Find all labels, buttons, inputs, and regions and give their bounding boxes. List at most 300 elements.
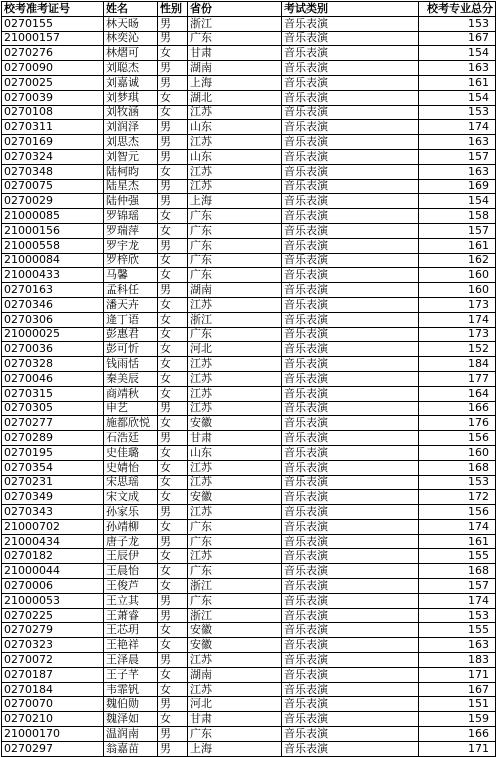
cell-total-score: 154 <box>419 46 496 61</box>
cell-exam-id: 0270279 <box>2 623 104 638</box>
header-exam-id: 校考准考证号 <box>2 2 104 17</box>
cell-name: 翁嘉苗 <box>104 741 158 756</box>
cell-gender: 女 <box>158 682 188 697</box>
cell-exam-category: 音乐表演 <box>282 179 419 194</box>
cell-exam-category: 音乐表演 <box>282 268 419 283</box>
cell-gender: 男 <box>158 194 188 209</box>
cell-exam-category: 音乐表演 <box>282 327 419 342</box>
cell-exam-category: 音乐表演 <box>282 460 419 475</box>
cell-exam-category: 音乐表演 <box>282 135 419 150</box>
table-row <box>2 342 496 357</box>
cell-name: 宋思瑶 <box>104 475 158 490</box>
cell-total-score: 160 <box>419 445 496 460</box>
table-row <box>2 238 496 253</box>
cell-name: 韦霏钒 <box>104 682 158 697</box>
cell-total-score: 171 <box>419 741 496 756</box>
cell-province: 安徽 <box>188 490 282 505</box>
cell-exam-category: 音乐表演 <box>282 253 419 268</box>
cell-province: 广东 <box>188 238 282 253</box>
cell-exam-id: 0270348 <box>2 164 104 179</box>
cell-exam-id: 0270072 <box>2 653 104 668</box>
cell-province: 安徽 <box>188 623 282 638</box>
cell-total-score: 153 <box>419 608 496 623</box>
cell-province: 上海 <box>188 75 282 90</box>
cell-gender: 女 <box>158 490 188 505</box>
table-row <box>2 327 496 342</box>
cell-gender: 男 <box>158 75 188 90</box>
cell-gender: 男 <box>158 149 188 164</box>
cell-name: 孟科任 <box>104 283 158 298</box>
cell-exam-category: 音乐表演 <box>282 593 419 608</box>
cell-exam-category: 音乐表演 <box>282 371 419 386</box>
cell-exam-category: 音乐表演 <box>282 534 419 549</box>
cell-province: 河北 <box>188 342 282 357</box>
table-row <box>2 179 496 194</box>
table-row <box>2 593 496 608</box>
cell-total-score: 153 <box>419 16 496 31</box>
cell-gender: 女 <box>158 579 188 594</box>
table-row <box>2 135 496 150</box>
cell-total-score: 174 <box>419 519 496 534</box>
cell-exam-id: 0270324 <box>2 149 104 164</box>
cell-exam-id: 0270289 <box>2 431 104 446</box>
cell-gender: 女 <box>158 268 188 283</box>
cell-exam-id: 21000044 <box>2 564 104 579</box>
cell-total-score: 176 <box>419 416 496 431</box>
cell-exam-id: 0270305 <box>2 401 104 416</box>
cell-gender: 男 <box>158 593 188 608</box>
cell-exam-category: 音乐表演 <box>282 386 419 401</box>
table-row <box>2 16 496 31</box>
cell-exam-category: 音乐表演 <box>282 475 419 490</box>
cell-total-score: 172 <box>419 490 496 505</box>
cell-province: 江苏 <box>188 371 282 386</box>
cell-exam-id: 21000053 <box>2 593 104 608</box>
cell-gender: 男 <box>158 727 188 742</box>
cell-exam-category: 音乐表演 <box>282 31 419 46</box>
cell-gender: 女 <box>158 312 188 327</box>
table-body <box>2 16 496 756</box>
header-total-score: 校考专业总分 <box>419 2 496 17</box>
cell-province: 广东 <box>188 31 282 46</box>
cell-province: 上海 <box>188 194 282 209</box>
cell-exam-category: 音乐表演 <box>282 549 419 564</box>
cell-province: 江苏 <box>188 297 282 312</box>
cell-province: 江苏 <box>188 401 282 416</box>
cell-province: 湖南 <box>188 667 282 682</box>
cell-total-score: 153 <box>419 105 496 120</box>
table-row <box>2 608 496 623</box>
cell-exam-id: 0270029 <box>2 194 104 209</box>
cell-total-score: 160 <box>419 268 496 283</box>
cell-exam-id: 0270039 <box>2 90 104 105</box>
cell-gender: 男 <box>158 31 188 46</box>
cell-province: 广东 <box>188 209 282 224</box>
cell-name: 马馨 <box>104 268 158 283</box>
table-row <box>2 75 496 90</box>
cell-gender: 女 <box>158 105 188 120</box>
cell-gender: 男 <box>158 505 188 520</box>
cell-gender: 男 <box>158 653 188 668</box>
table-row <box>2 564 496 579</box>
table-row <box>2 445 496 460</box>
cell-total-score: 161 <box>419 75 496 90</box>
table-row <box>2 505 496 520</box>
cell-province: 甘肃 <box>188 46 282 61</box>
table-row <box>2 297 496 312</box>
cell-total-score: 161 <box>419 238 496 253</box>
cell-gender: 男 <box>158 401 188 416</box>
cell-exam-category: 音乐表演 <box>282 653 419 668</box>
cell-gender: 女 <box>158 712 188 727</box>
cell-exam-id: 21000170 <box>2 727 104 742</box>
cell-exam-category: 音乐表演 <box>282 667 419 682</box>
table-row <box>2 431 496 446</box>
cell-name: 王芯玥 <box>104 623 158 638</box>
cell-exam-category: 音乐表演 <box>282 149 419 164</box>
cell-name: 彭惠君 <box>104 327 158 342</box>
cell-name: 林熠可 <box>104 46 158 61</box>
cell-gender: 女 <box>158 475 188 490</box>
cell-name: 孙靖柳 <box>104 519 158 534</box>
score-table <box>1 1 496 757</box>
cell-total-score: 171 <box>419 667 496 682</box>
table-row <box>2 164 496 179</box>
cell-name: 刘润泽 <box>104 120 158 135</box>
cell-total-score: 153 <box>419 475 496 490</box>
cell-exam-category: 音乐表演 <box>282 505 419 520</box>
cell-exam-category: 音乐表演 <box>282 46 419 61</box>
cell-exam-id: 21000433 <box>2 268 104 283</box>
cell-province: 上海 <box>188 741 282 756</box>
table-row <box>2 667 496 682</box>
cell-total-score: 166 <box>419 727 496 742</box>
cell-total-score: 169 <box>419 179 496 194</box>
cell-total-score: 155 <box>419 623 496 638</box>
table-row <box>2 357 496 372</box>
table-row <box>2 416 496 431</box>
cell-gender: 女 <box>158 460 188 475</box>
table-row <box>2 475 496 490</box>
cell-exam-id: 0270306 <box>2 312 104 327</box>
cell-exam-id: 0270311 <box>2 120 104 135</box>
cell-total-score: 157 <box>419 579 496 594</box>
cell-gender: 女 <box>158 564 188 579</box>
cell-gender: 男 <box>158 741 188 756</box>
cell-gender: 女 <box>158 638 188 653</box>
cell-name: 陆仲强 <box>104 194 158 209</box>
cell-name: 林奕沁 <box>104 31 158 46</box>
cell-total-score: 168 <box>419 564 496 579</box>
cell-exam-id: 0270195 <box>2 445 104 460</box>
cell-total-score: 156 <box>419 431 496 446</box>
cell-name: 刘梦琪 <box>104 90 158 105</box>
cell-name: 罗梓欣 <box>104 253 158 268</box>
cell-province: 江苏 <box>188 179 282 194</box>
cell-province: 湖南 <box>188 283 282 298</box>
cell-exam-id: 0270276 <box>2 46 104 61</box>
cell-name: 王辰伊 <box>104 549 158 564</box>
cell-total-score: 151 <box>419 697 496 712</box>
cell-province: 广东 <box>188 253 282 268</box>
cell-exam-id: 21000558 <box>2 238 104 253</box>
cell-exam-id: 0270297 <box>2 741 104 756</box>
cell-province: 江苏 <box>188 460 282 475</box>
cell-total-score: 163 <box>419 638 496 653</box>
cell-gender: 女 <box>158 209 188 224</box>
cell-total-score: 168 <box>419 460 496 475</box>
cell-name: 王晨怡 <box>104 564 158 579</box>
cell-name: 逄丁语 <box>104 312 158 327</box>
cell-province: 广东 <box>188 564 282 579</box>
cell-exam-category: 音乐表演 <box>282 283 419 298</box>
cell-total-score: 167 <box>419 31 496 46</box>
table-row <box>2 223 496 238</box>
cell-exam-category: 音乐表演 <box>282 209 419 224</box>
cell-gender: 女 <box>158 297 188 312</box>
cell-total-score: 154 <box>419 90 496 105</box>
table-row <box>2 519 496 534</box>
cell-gender: 女 <box>158 223 188 238</box>
cell-province: 浙江 <box>188 579 282 594</box>
table-row <box>2 682 496 697</box>
cell-exam-category: 音乐表演 <box>282 564 419 579</box>
cell-name: 宋文成 <box>104 490 158 505</box>
cell-province: 安徽 <box>188 416 282 431</box>
cell-total-score: 167 <box>419 682 496 697</box>
table-row <box>2 727 496 742</box>
cell-exam-id: 21000025 <box>2 327 104 342</box>
cell-name: 王萧睿 <box>104 608 158 623</box>
cell-name: 刘嘉诚 <box>104 75 158 90</box>
cell-exam-category: 音乐表演 <box>282 445 419 460</box>
table-row <box>2 31 496 46</box>
cell-province: 山东 <box>188 120 282 135</box>
cell-province: 江苏 <box>188 475 282 490</box>
cell-total-score: 174 <box>419 120 496 135</box>
cell-total-score: 158 <box>419 209 496 224</box>
cell-exam-category: 音乐表演 <box>282 297 419 312</box>
cell-exam-id: 21000156 <box>2 223 104 238</box>
table-row <box>2 194 496 209</box>
cell-gender: 女 <box>158 46 188 61</box>
cell-exam-category: 音乐表演 <box>282 238 419 253</box>
cell-gender: 男 <box>158 697 188 712</box>
table-row <box>2 268 496 283</box>
cell-exam-category: 音乐表演 <box>282 712 419 727</box>
cell-gender: 男 <box>158 16 188 31</box>
cell-total-score: 159 <box>419 712 496 727</box>
cell-exam-id: 0270036 <box>2 342 104 357</box>
cell-total-score: 155 <box>419 549 496 564</box>
cell-name: 唐子龙 <box>104 534 158 549</box>
table-row <box>2 46 496 61</box>
cell-gender: 男 <box>158 135 188 150</box>
cell-province: 湖北 <box>188 90 282 105</box>
cell-name: 王俊芦 <box>104 579 158 594</box>
header-row <box>2 2 496 17</box>
table-row <box>2 460 496 475</box>
cell-exam-id: 0270328 <box>2 357 104 372</box>
table-row <box>2 579 496 594</box>
cell-name: 施都欣悦 <box>104 416 158 431</box>
table-row <box>2 741 496 756</box>
cell-exam-id: 21000157 <box>2 31 104 46</box>
cell-exam-id: 0270070 <box>2 697 104 712</box>
table-row <box>2 386 496 401</box>
table-row <box>2 401 496 416</box>
cell-name: 彭可忻 <box>104 342 158 357</box>
cell-name: 刘牧涵 <box>104 105 158 120</box>
table-row <box>2 209 496 224</box>
cell-province: 浙江 <box>188 608 282 623</box>
table-row <box>2 490 496 505</box>
cell-name: 刘智元 <box>104 149 158 164</box>
cell-gender: 女 <box>158 371 188 386</box>
cell-gender: 女 <box>158 327 188 342</box>
cell-exam-category: 音乐表演 <box>282 579 419 594</box>
cell-exam-id: 0270187 <box>2 667 104 682</box>
cell-total-score: 152 <box>419 342 496 357</box>
cell-exam-category: 音乐表演 <box>282 431 419 446</box>
header-exam-category: 考试类别 <box>282 2 419 17</box>
cell-province: 广东 <box>188 727 282 742</box>
table-row <box>2 549 496 564</box>
cell-name: 王子芊 <box>104 667 158 682</box>
cell-total-score: 174 <box>419 593 496 608</box>
cell-name: 魏伯勋 <box>104 697 158 712</box>
cell-gender: 女 <box>158 253 188 268</box>
cell-total-score: 163 <box>419 135 496 150</box>
cell-name: 林天旸 <box>104 16 158 31</box>
cell-exam-id: 21000084 <box>2 253 104 268</box>
cell-name: 秦美辰 <box>104 371 158 386</box>
cell-exam-id: 0270169 <box>2 135 104 150</box>
cell-total-score: 183 <box>419 653 496 668</box>
cell-exam-category: 音乐表演 <box>282 401 419 416</box>
cell-name: 潘天卉 <box>104 297 158 312</box>
cell-gender: 女 <box>158 549 188 564</box>
cell-total-score: 163 <box>419 61 496 76</box>
cell-exam-id: 0270343 <box>2 505 104 520</box>
cell-province: 广东 <box>188 327 282 342</box>
cell-name: 申艺 <box>104 401 158 416</box>
cell-exam-id: 0270182 <box>2 549 104 564</box>
cell-province: 甘肃 <box>188 431 282 446</box>
cell-province: 甘肃 <box>188 712 282 727</box>
cell-gender: 女 <box>158 342 188 357</box>
cell-name: 罗锦瑶 <box>104 209 158 224</box>
cell-province: 江苏 <box>188 386 282 401</box>
table-row <box>2 312 496 327</box>
cell-gender: 女 <box>158 386 188 401</box>
table-row <box>2 638 496 653</box>
table-row <box>2 105 496 120</box>
cell-total-score: 160 <box>419 283 496 298</box>
cell-exam-id: 0270155 <box>2 16 104 31</box>
cell-name: 孙家乐 <box>104 505 158 520</box>
cell-gender: 男 <box>158 283 188 298</box>
cell-exam-category: 音乐表演 <box>282 623 419 638</box>
cell-name: 史婧怡 <box>104 460 158 475</box>
cell-name: 陆柯昀 <box>104 164 158 179</box>
cell-gender: 女 <box>158 357 188 372</box>
cell-name: 王艳祥 <box>104 638 158 653</box>
cell-province: 江苏 <box>188 135 282 150</box>
cell-name: 王泽晨 <box>104 653 158 668</box>
cell-gender: 男 <box>158 238 188 253</box>
cell-name: 钱雨恬 <box>104 357 158 372</box>
table-row <box>2 623 496 638</box>
cell-exam-category: 音乐表演 <box>282 727 419 742</box>
cell-name: 陆星杰 <box>104 179 158 194</box>
table-row <box>2 253 496 268</box>
cell-province: 江苏 <box>188 105 282 120</box>
cell-exam-category: 音乐表演 <box>282 105 419 120</box>
cell-exam-category: 音乐表演 <box>282 416 419 431</box>
cell-gender: 男 <box>158 61 188 76</box>
cell-name: 温润南 <box>104 727 158 742</box>
cell-province: 江苏 <box>188 682 282 697</box>
cell-gender: 男 <box>158 534 188 549</box>
cell-province: 安徽 <box>188 638 282 653</box>
cell-exam-id: 0270025 <box>2 75 104 90</box>
cell-name: 王立其 <box>104 593 158 608</box>
cell-name: 罗宇龙 <box>104 238 158 253</box>
cell-province: 广东 <box>188 593 282 608</box>
cell-province: 江苏 <box>188 505 282 520</box>
cell-province: 广东 <box>188 519 282 534</box>
cell-province: 广东 <box>188 223 282 238</box>
cell-exam-id: 21000702 <box>2 519 104 534</box>
cell-exam-id: 21000085 <box>2 209 104 224</box>
cell-exam-id: 0270046 <box>2 371 104 386</box>
cell-total-score: 161 <box>419 534 496 549</box>
table-row <box>2 61 496 76</box>
cell-exam-category: 音乐表演 <box>282 357 419 372</box>
cell-province: 浙江 <box>188 16 282 31</box>
cell-name: 魏泽如 <box>104 712 158 727</box>
cell-gender: 男 <box>158 431 188 446</box>
cell-total-score: 177 <box>419 371 496 386</box>
cell-exam-category: 音乐表演 <box>282 741 419 756</box>
cell-name: 刘思杰 <box>104 135 158 150</box>
cell-gender: 女 <box>158 623 188 638</box>
cell-exam-id: 0270184 <box>2 682 104 697</box>
cell-exam-id: 0270210 <box>2 712 104 727</box>
cell-exam-category: 音乐表演 <box>282 342 419 357</box>
cell-province: 江苏 <box>188 357 282 372</box>
cell-total-score: 173 <box>419 327 496 342</box>
cell-gender: 男 <box>158 179 188 194</box>
cell-exam-id: 21000434 <box>2 534 104 549</box>
cell-exam-category: 音乐表演 <box>282 120 419 135</box>
cell-province: 山东 <box>188 149 282 164</box>
cell-name: 罗瑞萍 <box>104 223 158 238</box>
cell-exam-id: 0270075 <box>2 179 104 194</box>
table-row <box>2 371 496 386</box>
cell-name: 商靖秋 <box>104 386 158 401</box>
cell-exam-category: 音乐表演 <box>282 312 419 327</box>
table-row <box>2 149 496 164</box>
cell-exam-id: 0270354 <box>2 460 104 475</box>
header-name: 姓名 <box>104 2 158 17</box>
cell-exam-id: 0270090 <box>2 61 104 76</box>
cell-exam-category: 音乐表演 <box>282 682 419 697</box>
cell-exam-category: 音乐表演 <box>282 16 419 31</box>
cell-province: 江苏 <box>188 549 282 564</box>
cell-province: 江苏 <box>188 164 282 179</box>
